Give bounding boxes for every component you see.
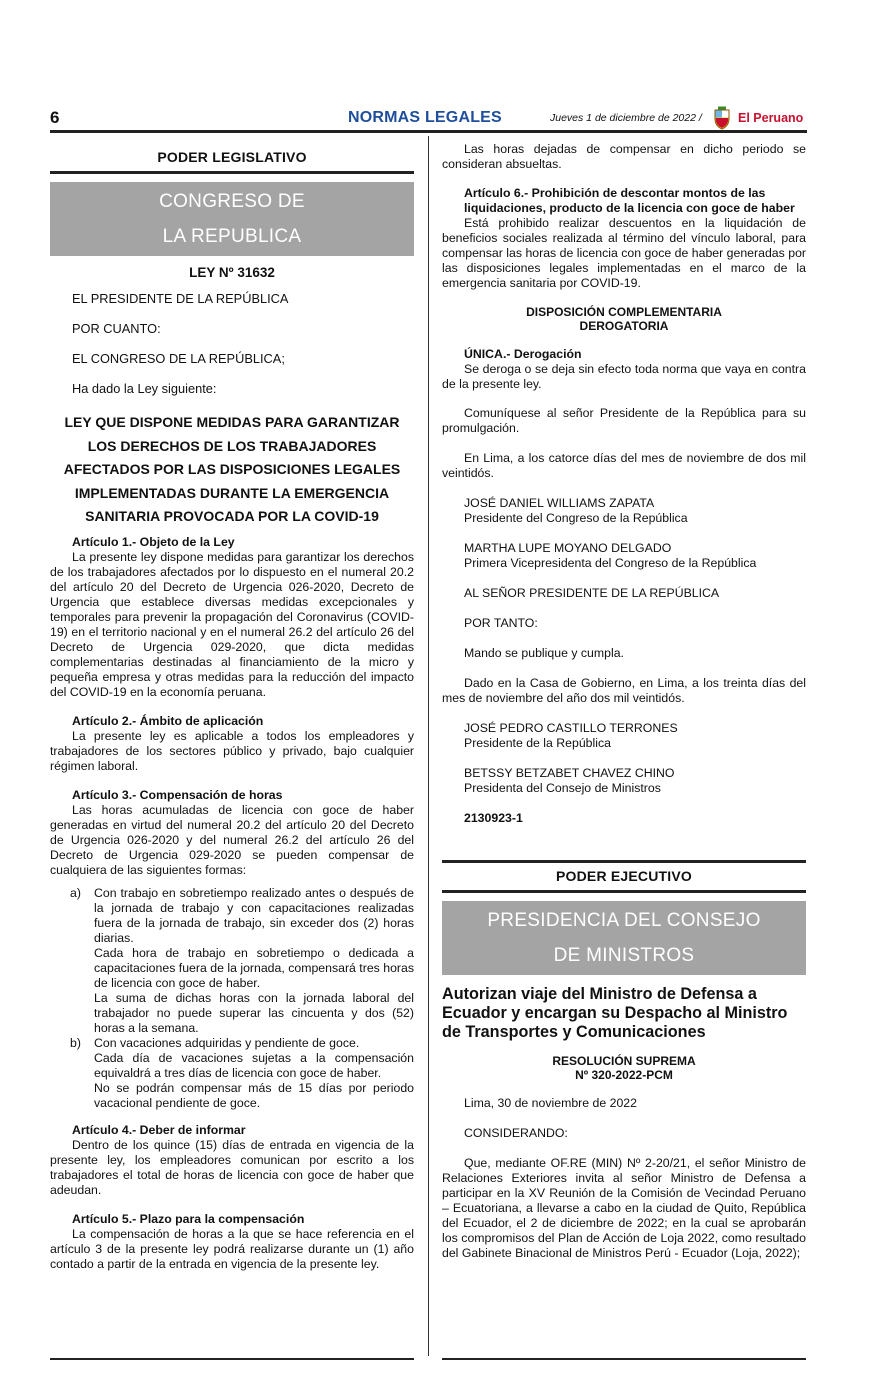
page-header [50,108,807,130]
title-line: SANITARIA PROVOCADA POR LA COVID-19 [85,508,379,524]
intro-line: POR CUANTO: [72,321,161,336]
signatory-name: JOSÉ PEDRO CASTILLO TERRONES [464,721,678,735]
title-line: LOS DERECHOS DE LOS TRABAJADORES [87,437,377,454]
law-number: LEY Nº 31632 [189,265,275,280]
closing-line: AL SEÑOR PRESIDENTE DE LA REPÚBLICA [464,586,720,600]
list-marker: b) [70,1035,81,1050]
article-heading: ÚNICA.- Derogación [464,347,582,361]
list-text: No se podrán compensar más de 15 días por periodo vacacional pendiente de goce. [94,1080,414,1110]
article-heading: Artículo 4.- Deber de informar [72,1122,246,1137]
closing-line: POR TANTO: [464,616,538,630]
list-marker: a) [70,885,81,900]
signatory-role: Presidente del Congreso de la República [464,511,688,525]
article-body: Está prohibido realizar descuentos en la liquidación de beneficios sociales realizada al término del vínculo laboral, para compensar las horas de licencia con goce de haber generadas por las disposiciones legales implementadas en el marco de la emergencia sanitaria por COVID-19. [442,216,806,290]
article-body: Dentro de los quince (15) días de entrada en vigencia de la presente ley, los empleadores comunican por escrito a los trabajadores el total de horas de licencia con goce de haber que adeudan. [50,1137,414,1197]
intro-line: Ha dado la Ley siguiente: [72,381,217,396]
column-divider [428,136,429,1356]
right-column [442,142,806,1261]
considerando-body: Que, mediante OF.RE (MIN) Nº 2-20/21, el señor Ministro de Relaciones Exteriores invita al señor Ministro de Defensa a participar en la XV Reunión de la Comisión de Vecindad Peruano – Ecuatoriana, a llevarse a cabo en la ciudad de Quito, República del Ecuador, el 2 de diciembre de 2022; en la cual se aprobarán los compromisos del Plan de Acción de Loja 2022, como resultado del Gabinete Binacional de Ministros Perú - Ecuador (Loja, 2022); [442,1156,806,1260]
institution-banner [442,901,806,975]
law-title [50,411,414,529]
law-intro [50,291,414,396]
provision-heading [442,305,806,333]
closing-text: Comuníquese al señor Presidente de la República para su promulgación. [442,406,806,435]
resolution-number [442,1054,806,1082]
banner-line: LA REPUBLICA [162,226,302,247]
section-name: NORMAS LEGALES [348,109,502,126]
compensation-list [50,886,414,1111]
list-text: La suma de dichas horas con la jornada laboral del trabajador no puede superar las cincuenta y dos (52) horas a la semana. [94,990,414,1035]
title-line: IMPLEMENTADAS DURANTE LA EMERGENCIA [74,484,390,501]
article-heading: Artículo 1.- Objeto de la Ley [72,534,235,549]
article-body: Las horas acumuladas de licencia con goce de haber generadas en virtud del numeral 20.2 del artículo 20 del Decreto de Urgencia 026-2020 y del numeral 26.2 del artículo 26 del Decreto de Urgencia 029-2020 se pueden compensar de cualquiera de las siguientes formas: [50,802,414,877]
institution-banner [50,182,414,256]
article-heading: Artículo 6.- Prohibición de descontar montos de las liquidaciones, producto de la licencia con goce de haber [464,186,795,215]
resolution-headline: Autorizan viaje del Ministro de Defensa a Ecuador y encargan su Despacho al Ministro de Transportes y Comunicaciones [442,985,788,1041]
article-body: La presente ley es aplicable a todos los empleadores y trabajadores de los sectores público y privado, bajo cualquier régimen laboral. [50,728,414,773]
article-body: La presente ley dispone medidas para garantizar los derechos de los trabajadores afectados por lo dispuesto en el numeral 20.2 del artículo 20 del Decreto de Urgencia 026-2020, Decreto de Urgencia que establece diversas medidas excepcionales y temporales para prevenir la propagación del Coronavirus (COVID-19) en el territorio nacional y en el numeral 26.2 del artículo 26 del Decreto de Urgencia 029-2020, que dicta medidas complementarias destinadas al financiamiento de la micro y pequeña empresa y otras medidas para la reducción del impacto del COVID-19 en la economía peruana. [50,549,414,699]
banner-line: PRESIDENCIA DEL CONSEJO [487,910,761,931]
article-body: Se deroga o se deja sin efecto toda norma que vaya en contra de la presente ley. [442,362,806,391]
signature-block [442,721,806,751]
article-heading: Artículo 5.- Plazo para la compensación [72,1211,305,1226]
page-number: 6 [50,108,60,127]
article-body: La compensación de horas a la que se hace referencia en el artículo 3 de la presente ley podrá realizarse durante un (1) año contado a partir de la entrada en vigencia de la presente ley. [50,1226,414,1271]
signature-block [442,541,806,571]
resolution-line: Nº 320-2022-PCM [575,1068,673,1082]
brand-name: El Peruano [738,111,804,125]
considerando-label: CONSIDERANDO: [464,1126,568,1140]
signatory-name: JOSÉ DANIEL WILLIAMS ZAPATA [464,496,655,510]
list-text: Cada día de vacaciones sujetas a la compensación equivaldrá a tres días de licencia con goce de haber. [94,1050,414,1080]
provision-heading-line: DISPOSICIÓN COMPLEMENTARIA [526,305,722,319]
list-item [50,886,414,1036]
signatory-role: Primera Vicepresidenta del Congreso de la República [464,556,757,570]
title-line: LEY QUE DISPONE MEDIDAS PARA GARANTIZAR [64,414,400,430]
publication-date: Jueves 1 de diciembre de 2022 / [550,112,702,124]
document-code: 2130923-1 [464,811,523,825]
article-heading: Artículo 2.- Ámbito de aplicación [72,713,264,728]
signatory-role: Presidente de la República [464,736,611,750]
intro-line: EL PRESIDENTE DE LA REPÚBLICA [72,291,289,306]
signature-block [442,766,806,796]
intro-line: EL CONGRESO DE LA REPÚBLICA; [72,351,285,366]
left-column [50,144,414,1272]
closing-text: En Lima, a los catorce días del mes de noviembre de dos mil veintidós. [442,451,806,480]
banner-line: CONGRESO DE [159,191,305,212]
list-text: Con trabajo en sobretiempo realizado antes o después de la jornada de trabajo y con capacitaciones realizadas fuera de la jornada de trabajo, sin exceder dos (2) horas diarias. [94,885,414,945]
article-heading: Artículo 3.- Compensación de horas [72,787,283,802]
signatory-name: BETSSY BETZABET CHAVEZ CHINO [464,766,675,780]
header-rule [50,130,807,133]
resolution-line: RESOLUCIÓN SUPREMA [552,1054,696,1068]
list-text: Cada hora de trabajo en sobretiempo o dedicada a capacitaciones fuera de la jornada, compensará tres horas de licencia con goce de haber. [94,945,414,990]
closing-text: Dado en la Casa de Gobierno, en Lima, a los treinta días del mes de noviembre del año dos mil veintidós. [442,676,806,705]
article-body: Las horas dejadas de compensar en dicho periodo se consideran absueltas. [442,142,806,171]
title-line: AFECTADOS POR LAS DISPOSICIONES LEGALES [63,461,401,477]
list-text: Con vacaciones adquiridas y pendiente de goce. [94,1035,360,1050]
coat-of-arms-icon [712,106,732,130]
section-head-ejecutivo: PODER EJECUTIVO [442,860,806,893]
signature-block [442,496,806,526]
signatory-role: Presidenta del Consejo de Ministros [464,781,661,795]
banner-line: DE MINISTROS [553,945,695,966]
resolution-date: Lima, 30 de noviembre de 2022 [464,1096,637,1110]
closing-line: Mando se publique y cumpla. [464,646,624,660]
provision-heading-line: DEROGATORIA [579,319,669,333]
section-head-legislativo: PODER LEGISLATIVO [50,144,414,174]
signatory-name: MARTHA LUPE MOYANO DELGADO [464,541,672,555]
bottom-rule-right [442,1358,806,1360]
list-item [50,1036,414,1111]
bottom-rule-left [50,1358,414,1360]
